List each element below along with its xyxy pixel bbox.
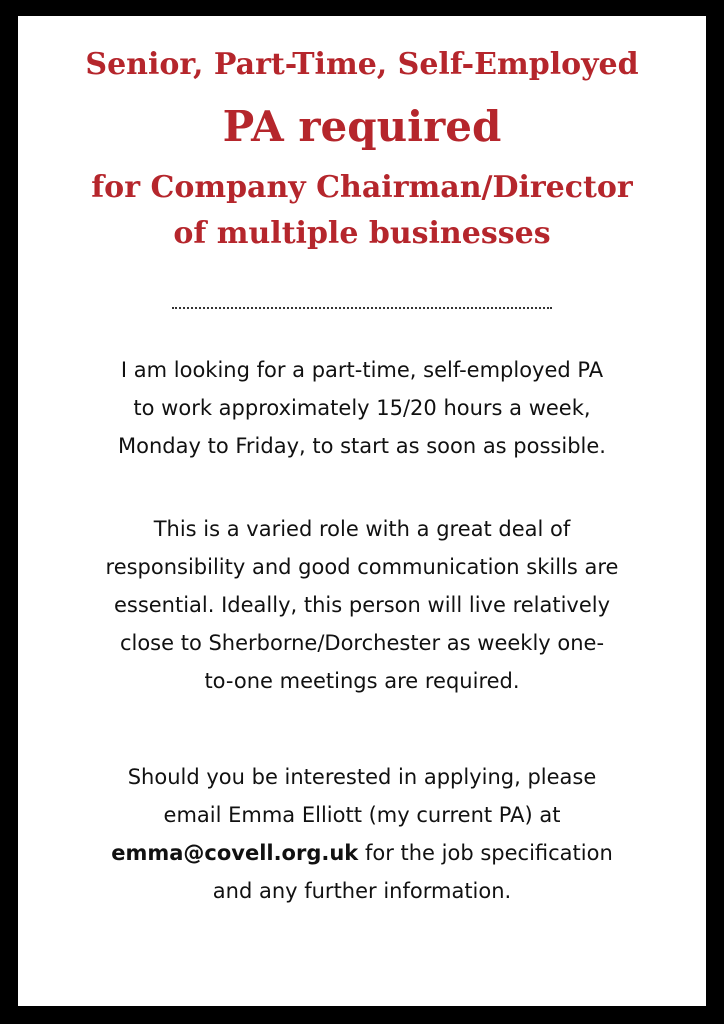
role-line: to-one meetings are required. — [204, 669, 520, 693]
role-line: close to Sherborne/Dorchester as weekly one- — [119, 631, 605, 655]
role-line: essential. Ideally, this person will live relatively — [113, 593, 611, 617]
role-description-paragraph — [42, 510, 682, 700]
headline-role-type: Senior, Part-Time, Self-Employed — [85, 47, 639, 82]
job-advert-poster — [18, 16, 706, 1006]
contact-line: Should you be interested in applying, please — [127, 765, 597, 789]
contact-line-with-email — [42, 834, 682, 872]
role-line: responsibility and good communication skills are — [105, 555, 619, 579]
intro-line: I am looking for a part-time, self-employed PA — [120, 358, 604, 382]
contact-paragraph — [42, 758, 682, 910]
headline-multiple-businesses: of multiple businesses — [173, 216, 551, 251]
intro-line: Monday to Friday, to start as soon as possible. — [118, 434, 606, 458]
contact-line: and any further information. — [212, 879, 512, 903]
intro-line: to work approximately 15/20 hours a week, — [133, 396, 591, 420]
intro-paragraph — [42, 351, 682, 465]
contact-email-link[interactable]: emma@covell.org.uk — [111, 841, 359, 865]
dotted-divider — [172, 307, 552, 309]
contact-line-rest: for the job specification — [358, 841, 613, 865]
role-line: This is a varied role with a great deal of — [153, 517, 571, 541]
contact-line: email Emma Elliott (my current PA) at — [163, 803, 561, 827]
headline-for-chairman: for Company Chairman/Director — [91, 170, 633, 205]
headline-pa-required: PA required — [222, 102, 502, 151]
